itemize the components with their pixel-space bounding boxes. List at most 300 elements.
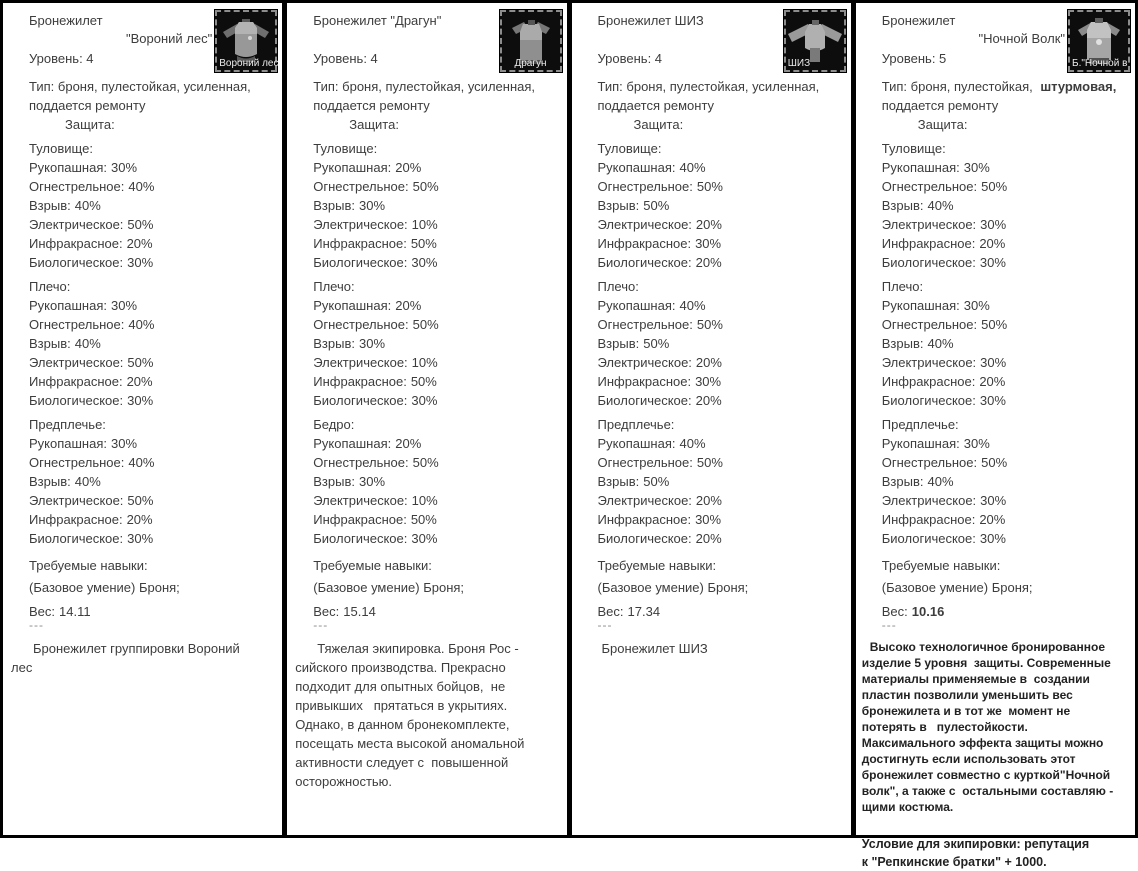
armor-icon-label: ШИЗ (787, 58, 811, 69)
stat-value: 40% (927, 198, 954, 213)
stat-value: 30% (358, 336, 386, 351)
section-name: Предплечье: (881, 417, 959, 432)
stat-label: Взрыв: (597, 198, 640, 213)
stat-value: 30% (411, 255, 438, 270)
protection-header: Защита: (917, 117, 968, 132)
stat-row (882, 296, 1131, 315)
stat-value: 50% (127, 217, 154, 232)
stat-label: Взрыв: (313, 198, 355, 213)
stat-row (313, 253, 562, 272)
stat-label: Биологическое: (29, 393, 124, 408)
text-line: щими костюма. (861, 800, 954, 814)
stat-label: Рукопашная: (881, 436, 960, 451)
stat-row (29, 334, 278, 353)
text-line: Бронежилет группировки Вороний (33, 641, 240, 656)
armor-icon[interactable] (784, 10, 846, 72)
stat-row (29, 234, 278, 253)
skills-header: Требуемые навыки: (29, 558, 148, 573)
text-line: Однако, в данном бронекомплекте, (295, 717, 510, 732)
item-title: Бронежилет ШИЗ (597, 13, 704, 28)
stat-label: Огнестрельное: (313, 455, 409, 470)
weight-label: Вес: (29, 604, 56, 619)
stat-row (313, 334, 562, 353)
stat-value: 40% (679, 436, 706, 451)
stat-row (882, 253, 1131, 272)
protection-section-shoulder (7, 277, 278, 410)
stat-label: Рукопашная: (29, 298, 107, 313)
armor-card-2 (282, 3, 566, 835)
armor-card-1 (3, 3, 282, 835)
stat-row (29, 529, 278, 548)
stat-value: 30% (980, 355, 1007, 370)
stat-value: 50% (412, 317, 439, 332)
stat-value: 50% (412, 455, 439, 470)
skills-value: (Базовое умение) Броня; (597, 580, 749, 595)
stat-row (598, 491, 847, 510)
stat-row (598, 529, 847, 548)
text-line: подходит для опытных бойцов, не (295, 679, 506, 694)
skills-header: Требуемые навыки: (313, 558, 432, 573)
stat-row (598, 453, 847, 472)
stat-label: Взрыв: (313, 474, 355, 489)
stat-label: Электрическое: (29, 355, 124, 370)
stat-label: Инфракрасное: (29, 236, 123, 251)
stat-value: 40% (128, 179, 155, 194)
stat-label: Взрыв: (29, 336, 71, 351)
skills-header: Требуемые навыки: (881, 558, 1001, 573)
stat-value: 30% (963, 160, 990, 175)
type-text: Тип: броня, пулестойкая, усиленная, (597, 79, 820, 94)
card-header (291, 8, 562, 72)
stat-label: Биологическое: (29, 255, 124, 270)
text-line: изделие 5 уровня защиты. Современные (861, 656, 1111, 670)
stat-value: 30% (695, 512, 722, 527)
stat-label: Инфракрасное: (29, 374, 123, 389)
stat-value: 30% (111, 160, 138, 175)
stat-value: 30% (127, 393, 154, 408)
section-name: Туловище: (597, 141, 662, 156)
stat-row (882, 434, 1131, 453)
stat-row (29, 472, 278, 491)
stat-label: Огнестрельное: (313, 317, 409, 332)
stat-row (882, 196, 1131, 215)
item-type-cont: поддается ремонту (881, 98, 999, 113)
stat-row (313, 315, 562, 334)
armor-icon[interactable] (1068, 10, 1130, 72)
stat-label: Рукопашная: (597, 160, 676, 175)
stat-value: 50% (410, 512, 437, 527)
text-line: бронежилет совместно с курткой"Ночной (861, 768, 1111, 782)
stat-row (882, 215, 1131, 234)
protection-section-forearm (576, 415, 847, 548)
stat-row (313, 234, 562, 253)
stat-value: 50% (643, 336, 670, 351)
item-description (295, 639, 562, 791)
stat-label: Биологическое: (597, 255, 692, 270)
stat-value: 50% (643, 474, 670, 489)
protection-section-forearm (7, 415, 278, 548)
stat-label: Огнестрельное: (29, 455, 125, 470)
item-title: Бронежилет (29, 13, 103, 28)
stat-row (29, 296, 278, 315)
stat-label: Биологическое: (313, 393, 408, 408)
stat-value: 40% (927, 336, 954, 351)
stat-value: 30% (963, 436, 990, 451)
item-title-name: "Вороний лес" (126, 31, 213, 46)
stat-row (29, 177, 278, 196)
section-name: Предплечье: (597, 417, 675, 432)
stat-label: Взрыв: (881, 474, 924, 489)
stat-value: 30% (111, 298, 138, 313)
stat-label: Биологическое: (597, 531, 692, 546)
armor-card-4 (851, 3, 1135, 869)
stat-row (313, 296, 562, 315)
item-level: Уровень: 4 (313, 51, 378, 66)
stat-value: 50% (981, 317, 1008, 332)
protection-section-shoulder (576, 277, 847, 410)
stat-label: Электрическое: (881, 355, 977, 370)
item-type-cont: поддается ремонту (597, 98, 715, 113)
stat-label: Биологическое: (313, 531, 408, 546)
armor-icon-label: Вороний лес (219, 58, 279, 69)
stat-label: Рукопашная: (29, 160, 107, 175)
stat-label: Биологическое: (881, 393, 976, 408)
stat-value: 50% (696, 179, 723, 194)
item-type (313, 77, 562, 96)
item-description (862, 639, 1131, 815)
stat-value: 50% (643, 198, 670, 213)
stat-row (598, 510, 847, 529)
item-level: Уровень: 4 (29, 51, 94, 66)
item-title: Бронежилет "Драгун" (313, 13, 442, 28)
stat-value: 30% (411, 393, 438, 408)
card-title-block (860, 8, 1068, 72)
weight-value: 10.16 (911, 604, 945, 619)
card-header (576, 8, 847, 72)
stat-value: 40% (74, 198, 101, 213)
stat-value: 30% (127, 255, 154, 270)
armor-card-3 (567, 3, 851, 835)
stat-value: 50% (696, 317, 723, 332)
stat-row (313, 434, 562, 453)
stat-row (882, 491, 1131, 510)
item-type (882, 77, 1131, 96)
protection-section-torso (7, 139, 278, 272)
text-line: пластин позволили уменьшить вес (861, 688, 1073, 702)
protection-section-shoulder (860, 277, 1131, 410)
card-title-block (576, 8, 784, 72)
item-type-cont: поддается ремонту (313, 98, 430, 113)
armor-icon[interactable] (215, 10, 277, 72)
stat-label: Биологическое: (881, 255, 976, 270)
stat-label: Рукопашная: (313, 436, 392, 451)
text-line: Тяжелая экипировка. Броня Рос - (317, 641, 519, 656)
stat-label: Электрическое: (597, 355, 692, 370)
stat-label: Рукопашная: (881, 160, 960, 175)
stat-row (882, 472, 1131, 491)
stat-label: Биологическое: (881, 531, 976, 546)
stat-label: Огнестрельное: (313, 179, 409, 194)
stat-value: 20% (979, 236, 1006, 251)
stat-value: 20% (126, 236, 153, 251)
item-type-cont: поддается ремонту (29, 98, 146, 113)
stat-row (313, 391, 562, 410)
stat-label: Электрическое: (313, 355, 408, 370)
stat-row (882, 334, 1131, 353)
stat-row (598, 334, 847, 353)
type-text: Тип: броня, пулестойкая, усиленная, (313, 79, 535, 94)
stat-label: Огнестрельное: (29, 317, 125, 332)
stat-label: Инфракрасное: (597, 374, 692, 389)
stat-row (598, 296, 847, 315)
stat-row (598, 391, 847, 410)
stat-value: 50% (410, 236, 437, 251)
section-name: Плечо: (881, 279, 924, 294)
protection-section-shoulder (291, 277, 562, 410)
type-text: Тип: броня, пулестойкая, (881, 79, 1037, 94)
stat-value: 40% (74, 336, 101, 351)
stat-row (313, 453, 562, 472)
item-description (11, 639, 278, 677)
stat-row (882, 391, 1131, 410)
text-line: Максимального эффекта защиты можно (861, 736, 1104, 750)
protection-section-forearm (860, 415, 1131, 548)
section-name: Бедро: (313, 417, 355, 432)
stat-row (313, 158, 562, 177)
stat-row (882, 372, 1131, 391)
stat-row (598, 253, 847, 272)
item-level: Уровень: 4 (597, 51, 663, 66)
section-name: Туловище: (881, 141, 946, 156)
stat-label: Рукопашная: (313, 160, 392, 175)
stat-row (29, 453, 278, 472)
stat-label: Биологическое: (597, 393, 692, 408)
item-description (580, 639, 847, 658)
weight-line (598, 602, 847, 621)
stat-label: Взрыв: (29, 474, 71, 489)
stat-label: Электрическое: (881, 493, 977, 508)
stat-label: Инфракрасное: (881, 512, 976, 527)
stat-value: 10% (411, 217, 438, 232)
stat-value: 30% (979, 393, 1006, 408)
text-line: активности следует с повышенной (295, 755, 509, 770)
text-line: осторожностью. (295, 774, 393, 789)
stat-value: 40% (74, 474, 101, 489)
stat-label: Инфракрасное: (313, 374, 407, 389)
stat-value: 40% (679, 160, 706, 175)
stat-value: 20% (395, 160, 422, 175)
stat-label: Огнестрельное: (29, 179, 125, 194)
stat-row (29, 434, 278, 453)
stat-label: Взрыв: (29, 198, 71, 213)
separator-dashes: --- (29, 618, 44, 632)
stat-label: Рукопашная: (881, 298, 960, 313)
text-line: волк", а также с остальными составляю - (861, 784, 1114, 798)
stat-row (29, 196, 278, 215)
section-name: Туловище: (29, 141, 93, 156)
stat-row (882, 177, 1131, 196)
text-line: Условие для экипировки: репутация (861, 837, 1090, 851)
stat-value: 50% (127, 493, 154, 508)
card-header (860, 8, 1131, 72)
stat-label: Инфракрасное: (881, 374, 976, 389)
stat-value: 50% (412, 179, 439, 194)
stat-label: Взрыв: (597, 474, 640, 489)
stat-value: 30% (127, 531, 154, 546)
stat-label: Огнестрельное: (881, 179, 978, 194)
stat-row (598, 315, 847, 334)
stat-row (29, 215, 278, 234)
stat-value: 20% (979, 374, 1006, 389)
stat-label: Взрыв: (881, 198, 924, 213)
card-header (7, 8, 278, 72)
stat-value: 30% (979, 255, 1006, 270)
text-line: бронежилета и в тот же момент не (861, 704, 1071, 718)
equip-condition (862, 835, 1131, 871)
stat-label: Инфракрасное: (597, 236, 692, 251)
protection-section-torso (291, 139, 562, 272)
skills-value: (Базовое умение) Броня; (881, 580, 1033, 595)
stat-value: 30% (411, 531, 438, 546)
weight-line (313, 602, 562, 621)
stat-value: 20% (395, 298, 422, 313)
stat-value: 20% (395, 436, 422, 451)
stat-label: Электрическое: (313, 493, 408, 508)
weight-label: Вес: (313, 604, 340, 619)
stat-label: Электрическое: (313, 217, 408, 232)
item-title: Бронежилет (881, 13, 956, 28)
stat-row (598, 177, 847, 196)
stat-label: Инфракрасное: (597, 512, 692, 527)
stat-row (29, 353, 278, 372)
item-title-name: "Ночной Волк" (978, 31, 1065, 46)
armor-icon-label: Б."Ночной в (1072, 58, 1128, 69)
stat-label: Инфракрасное: (313, 236, 407, 251)
stat-row (313, 491, 562, 510)
text-line: потерять в пулестойкости. (861, 720, 1028, 734)
item-type (29, 77, 278, 96)
stat-value: 30% (963, 298, 990, 313)
item-title-name (291, 30, 499, 48)
stat-label: Электрическое: (881, 217, 977, 232)
protection-header: Защита: (633, 117, 684, 132)
stat-row (882, 158, 1131, 177)
type-text: Тип: броня, пулестойкая, усиленная, (29, 79, 251, 94)
stat-row (313, 353, 562, 372)
stat-value: 40% (128, 455, 155, 470)
card-title-block (7, 8, 215, 72)
protection-header: Защита: (65, 117, 115, 132)
stat-value: 20% (126, 512, 153, 527)
stat-row (598, 196, 847, 215)
stat-row (29, 372, 278, 391)
stat-value: 40% (128, 317, 155, 332)
stat-value: 40% (927, 474, 954, 489)
stat-label: Рукопашная: (597, 436, 676, 451)
text-line: достигнуть если использовать этот (861, 752, 1076, 766)
protection-header: Защита: (349, 117, 399, 132)
section-name: Плечо: (597, 279, 639, 294)
text-line: материалы применяемые в создании (861, 672, 1090, 686)
stat-row (29, 315, 278, 334)
stat-value: 30% (979, 531, 1006, 546)
text-line: сийского производства. Прекрасно (295, 660, 506, 675)
stat-value: 20% (126, 374, 153, 389)
stat-row (29, 253, 278, 272)
stat-value: 50% (410, 374, 437, 389)
armor-icon[interactable] (500, 10, 562, 72)
stat-row (598, 158, 847, 177)
text-line: Бронежилет ШИЗ (601, 641, 708, 656)
weight-value: 17.34 (627, 604, 661, 619)
stat-value: 20% (695, 493, 722, 508)
text-line: Высоко технологичное бронированное (869, 640, 1105, 654)
protection-section-torso (860, 139, 1131, 272)
section-name: Плечо: (29, 279, 71, 294)
stat-label: Огнестрельное: (597, 317, 693, 332)
stat-label: Инфракрасное: (313, 512, 407, 527)
stat-row (882, 353, 1131, 372)
stat-value: 20% (695, 531, 722, 546)
stat-label: Биологическое: (313, 255, 408, 270)
stat-label: Электрическое: (29, 493, 124, 508)
stat-row (313, 529, 562, 548)
stat-value: 30% (980, 217, 1007, 232)
stat-value: 10% (411, 355, 438, 370)
stat-label: Рукопашная: (597, 298, 676, 313)
text-line: посещать места высокой аномальной (295, 736, 525, 751)
stat-row (882, 234, 1131, 253)
stat-label: Электрическое: (597, 493, 692, 508)
stat-value: 30% (358, 198, 386, 213)
section-name: Предплечье: (29, 417, 106, 432)
item-level: Уровень: 5 (881, 51, 947, 66)
separator-dashes: --- (597, 618, 613, 632)
skills-header: Требуемые навыки: (597, 558, 717, 573)
section-name: Плечо: (313, 279, 355, 294)
section-name: Туловище: (313, 141, 378, 156)
separator-dashes: --- (881, 618, 897, 632)
stat-value: 50% (127, 355, 154, 370)
stat-row (313, 472, 562, 491)
stat-value: 20% (695, 355, 722, 370)
stat-value: 20% (695, 393, 722, 408)
stat-row (598, 234, 847, 253)
stat-row (29, 158, 278, 177)
stat-row (313, 215, 562, 234)
stat-value: 20% (979, 512, 1006, 527)
stat-row (313, 177, 562, 196)
stat-value: 50% (981, 179, 1008, 194)
stat-row (313, 510, 562, 529)
stat-value: 30% (695, 374, 722, 389)
type-text-bold: штурмовая, (1040, 79, 1117, 94)
stat-label: Огнестрельное: (881, 455, 978, 470)
card-title-block (291, 8, 499, 72)
stat-value: 40% (679, 298, 706, 313)
protection-section-hip (291, 415, 562, 548)
item-title-name (576, 30, 784, 48)
stat-row (882, 510, 1131, 529)
stat-row (882, 315, 1131, 334)
stat-value: 10% (411, 493, 438, 508)
stat-row (598, 372, 847, 391)
weight-line (29, 602, 278, 621)
stat-label: Взрыв: (313, 336, 355, 351)
stat-label: Электрическое: (597, 217, 692, 232)
weight-label: Вес: (881, 604, 908, 619)
weight-line (882, 602, 1131, 621)
